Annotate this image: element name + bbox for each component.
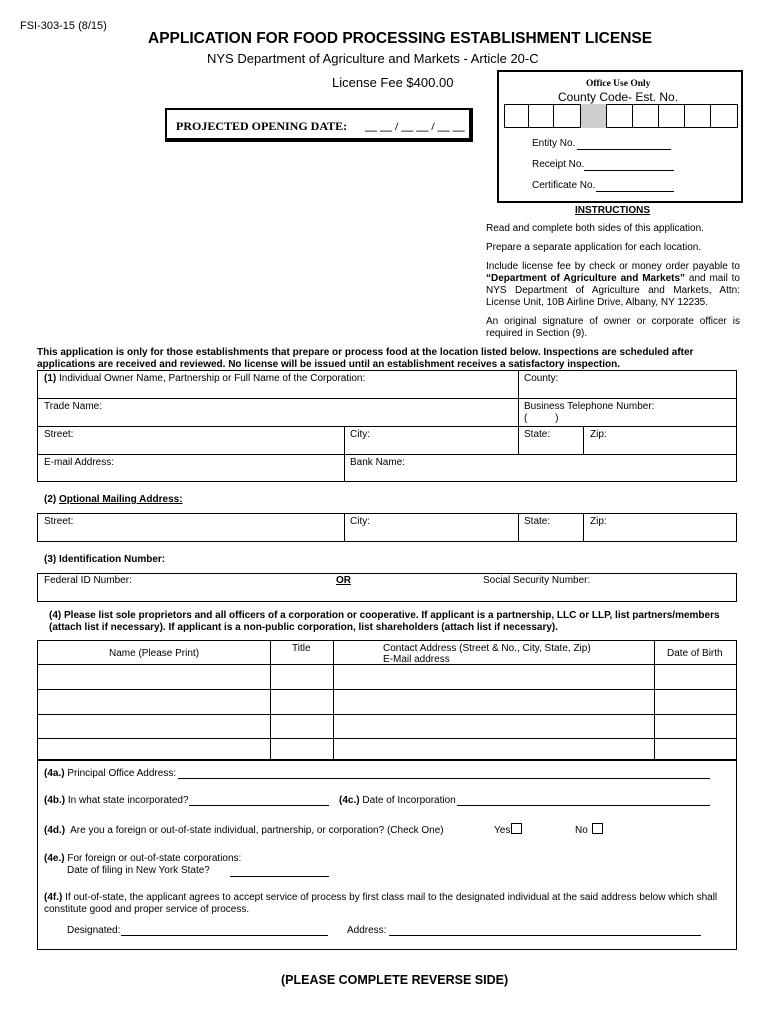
incorporation-date-input[interactable] [457,805,710,806]
principal-office-input[interactable] [178,778,710,779]
no-checkbox[interactable] [592,823,603,834]
col-address-header: Contact Address (Street & No., City, State, Zip) [383,643,591,654]
or-label: OR [336,575,351,586]
ny-filing-date-input[interactable] [230,876,329,877]
col-title-header: Title [292,643,311,654]
owner-name-label: (1) Individual Owner Name, Partnership or Full Name of the Corporation: [44,373,366,384]
address-label: Address: [347,925,387,936]
section-4-text: (4) Please list sole proprietors and all officers of a corporation or cooperative. If applicant is a partnership, LLC or LLP, list partners/members (attach list if necessary). If applicant is a non-public corporation, list shareholders (attach list if necessary). [49,610,720,633]
ssn-label: Social Security Number: [483,575,591,586]
county-code-label: County Code- Est. No. [558,90,679,104]
office-use-heading: Office Use Only [586,79,651,89]
code-cell[interactable] [658,104,659,128]
mailing-street-label: Street: [44,516,74,527]
table-row[interactable] [38,715,736,737]
instruction-4: An original signature of owner or corporate officer is required in Section (9). [486,316,740,339]
state-label: State: [524,429,551,440]
federal-id-label: Federal ID Number: [44,575,132,586]
instruction-3: Include license fee by check or money order payable to “Department of Agriculture and Markets” and mail to NYS Department of Agriculture and Markets, Attn: License Unit, 10B Airline Drive, Albany, NY 12235. [486,261,740,308]
county-code-separator [580,104,606,128]
section-2-heading: (2) Optional Mailing Address: [44,494,183,505]
zip-label: Zip: [590,429,607,440]
col-email-header: E-Mail address [383,654,450,665]
code-cell[interactable] [632,104,633,128]
table-row[interactable] [38,665,736,688]
instructions-heading: INSTRUCTIONS [575,205,650,216]
business-phone-label: Business Telephone Number: [524,401,655,412]
instruction-2: Prepare a separate application for each location. [486,242,702,253]
notice-text: This application is only for those establishments that prepare or process food at the location listed below. Inspections are scheduled after applications are received and reviewed. No license will be issued until an establishment receives a satisfactory inspection. [37,347,694,370]
code-cell[interactable] [684,104,685,128]
county-code-grid [504,104,738,128]
incorporation-date-label: (4c.) Date of Incorporation [339,795,456,806]
receipt-label: Receipt No. [532,159,585,170]
email-label: E-mail Address: [44,457,115,468]
mailing-state-label: State: [524,516,551,527]
table-row[interactable] [38,739,736,759]
opening-date-blanks[interactable]: __ __ / __ __ / __ __ [365,119,465,133]
no-option: No [575,823,603,836]
city-label: City: [350,429,370,440]
designated-label: Designated: [67,925,121,936]
mailing-city-label: City: [350,516,370,527]
col-name-header: Name (Please Print) [109,648,200,659]
instruction-1: Read and complete both sides of this application. [486,223,704,234]
reverse-side-note: (PLEASE COMPLETE REVERSE SIDE) [281,973,509,987]
certificate-label: Certificate No. [532,180,596,191]
owner-name-input[interactable] [38,383,517,397]
code-cell[interactable] [710,104,711,128]
trade-name-label: Trade Name: [44,401,102,412]
code-cell[interactable] [528,104,529,128]
business-phone-area-code: ( ) [524,413,559,424]
section-3-heading: (3) Identification Number: [44,554,166,565]
entity-label: Entity No. [532,138,576,149]
col-dob-header: Date of Birth [667,648,723,659]
county-input[interactable] [519,383,736,397]
yes-checkbox[interactable] [511,823,522,834]
receipt-line[interactable] [584,170,674,171]
certificate-line[interactable] [596,191,674,192]
form-number: FSI-303-15 (8/15) [20,20,107,32]
mailing-zip-label: Zip: [590,516,607,527]
table-row[interactable] [38,690,736,713]
designated-address-input[interactable] [389,935,701,936]
section-3-box[interactable] [37,573,737,602]
foreign-corp-label: (4e.) For foreign or out-of-state corporations: [44,853,242,864]
designated-input[interactable] [121,935,328,936]
entity-line[interactable] [577,149,671,150]
page-subtitle: NYS Department of Agriculture and Markets - Article 20-C [207,51,539,66]
ny-filing-date-label: Date of filing in New York State? [67,865,210,876]
service-of-process-text: (4f.) If out-of-state, the applicant agrees to accept service of process by first class mail to the designated individual at the said address below which shall constitute good and proper service of process. [44,892,718,915]
principal-office-label: (4a.) Principal Office Address: [44,768,177,779]
street-label: Street: [44,429,74,440]
license-fee: License Fee $400.00 [332,75,454,90]
state-incorporated-input[interactable] [189,805,329,806]
yes-option: Yes [494,823,522,836]
page-title: APPLICATION FOR FOOD PROCESSING ESTABLISHMENT LICENSE [148,30,653,47]
opening-date-box [165,108,473,142]
foreign-question-label: (4d.) Are you a foreign or out-of-state individual, partnership, or corporation? (Check One) [44,825,444,836]
state-incorporated-label: (4b.) In what state incorporated? [44,795,189,806]
county-label: County: [524,373,559,384]
code-cell[interactable] [606,104,607,128]
code-cell[interactable] [553,104,554,128]
opening-date-label: PROJECTED OPENING DATE: [176,119,348,133]
section-2-box[interactable] [37,513,737,542]
trade-name-input[interactable] [38,411,517,425]
bank-name-label: Bank Name: [350,457,406,468]
code-cell[interactable] [580,104,581,128]
instructions-body [486,223,740,347]
